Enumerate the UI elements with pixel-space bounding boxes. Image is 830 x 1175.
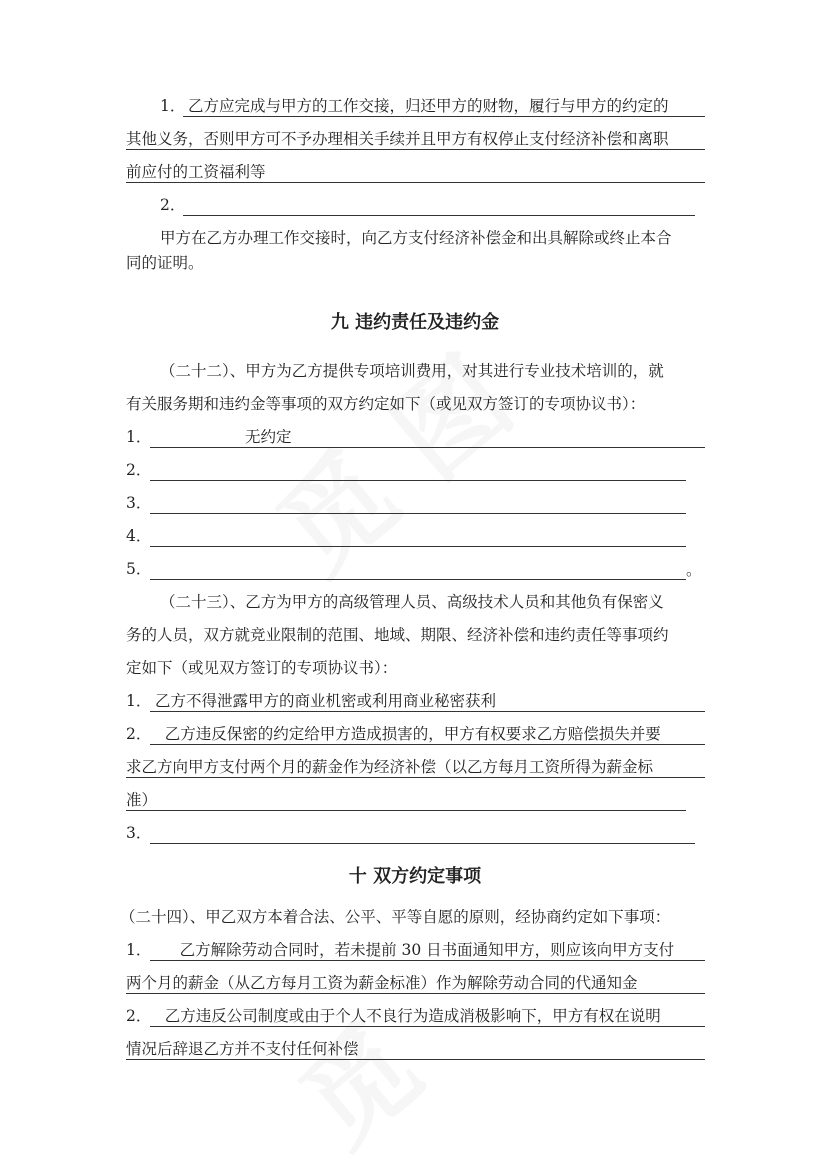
item-text-line: 两个月的薪金（从乙方每月工资为薪金标准）作为解除劳动合同的代通知金 [126,973,705,994]
item-number: 1． [126,428,152,446]
blank-field[interactable] [150,460,686,481]
end-mark: 。 [686,561,702,579]
item-text-line: 乙方应完成与甲方的工作交接，归还甲方的财物，履行与甲方的约定的 [187,97,669,115]
item-number: 1． [126,941,152,959]
paragraph-line: （二十四）、甲乙双方本着合法、公平、平等自愿的原则，经协商约定如下事项： [120,908,671,926]
paragraph-line: 定如下（或见双方签订的专项协议书）： [126,659,398,677]
item-number: 2． [126,461,152,479]
item-text-line: 准） [126,790,686,811]
blank-field[interactable] [150,526,686,547]
field-value: 无约定 [245,428,292,446]
item-text [150,1006,705,1027]
item-text [183,96,705,117]
item-number: 2． [160,196,186,214]
paragraph-line: 甲方在乙方办理工作交接时，向乙方支付经济补偿金和出具解除或终止本合 [160,229,672,247]
item-text-line: 乙方违反公司制度或由于个人不良行为造成消极影响下，甲方有权在说明 [164,1007,661,1025]
blank-field[interactable] [150,427,705,448]
paragraph-line: （二十二）、甲方为乙方提供专项培训费用，对其进行专业技术培训的，就 [160,362,664,380]
item-text [150,691,705,712]
paragraph-line: 务的人员，双方就竞业限制的范围、地域、期限、经济补偿和违约责任等事项约 [126,626,669,644]
blank-field[interactable] [150,493,686,514]
section-heading: 九 违约责任及违约金 [330,312,500,333]
item-number: 5． [126,560,152,578]
item-number: 2． [126,1007,152,1025]
paragraph-line: 同的证明。 [126,254,204,272]
item-number: 3． [126,494,152,512]
section-heading: 十 双方约定事项 [348,866,482,887]
item-number: 4． [126,527,152,545]
item-text [150,724,705,745]
item-number: 3． [126,824,152,842]
item-number: 1． [126,692,152,710]
item-number: 1． [160,97,186,115]
item-text-line: 情况后辞退乙方并不支付任何补偿 [126,1039,705,1060]
blank-field[interactable] [150,559,686,580]
paragraph-line: （二十三）、乙方为甲方的高级管理人员、高级技术人员和其他负有保密义 [160,593,664,611]
item-text-line: 乙方解除劳动合同时，若未提前 30 日书面通知甲方，则应该向甲方支付 [179,941,675,959]
item-text-line: 乙方不得泄露甲方的商业机密或利用商业秘密获利 [154,692,496,710]
item-text-line: 求乙方向甲方支付两个月的薪金作为经济补偿（以乙方每月工资所得为薪金标 [126,757,705,778]
blank-field[interactable] [183,195,695,216]
item-text [150,940,705,961]
item-text-line: 其他义务，否则甲方可不予办理相关手续并且甲方有权停止支付经济补偿和离职 [126,129,705,150]
paragraph-line: 有关服务期和违约金等事项的双方约定如下（或见双方签订的专项协议书）： [126,395,646,413]
item-text-line: 乙方违反保密的约定给甲方造成损害的，甲方有权要求乙方赔偿损失并要 [164,725,661,743]
item-text-line: 前应付的工资福利等 [126,162,705,183]
item-number: 2． [126,725,152,743]
blank-field[interactable] [150,823,695,844]
